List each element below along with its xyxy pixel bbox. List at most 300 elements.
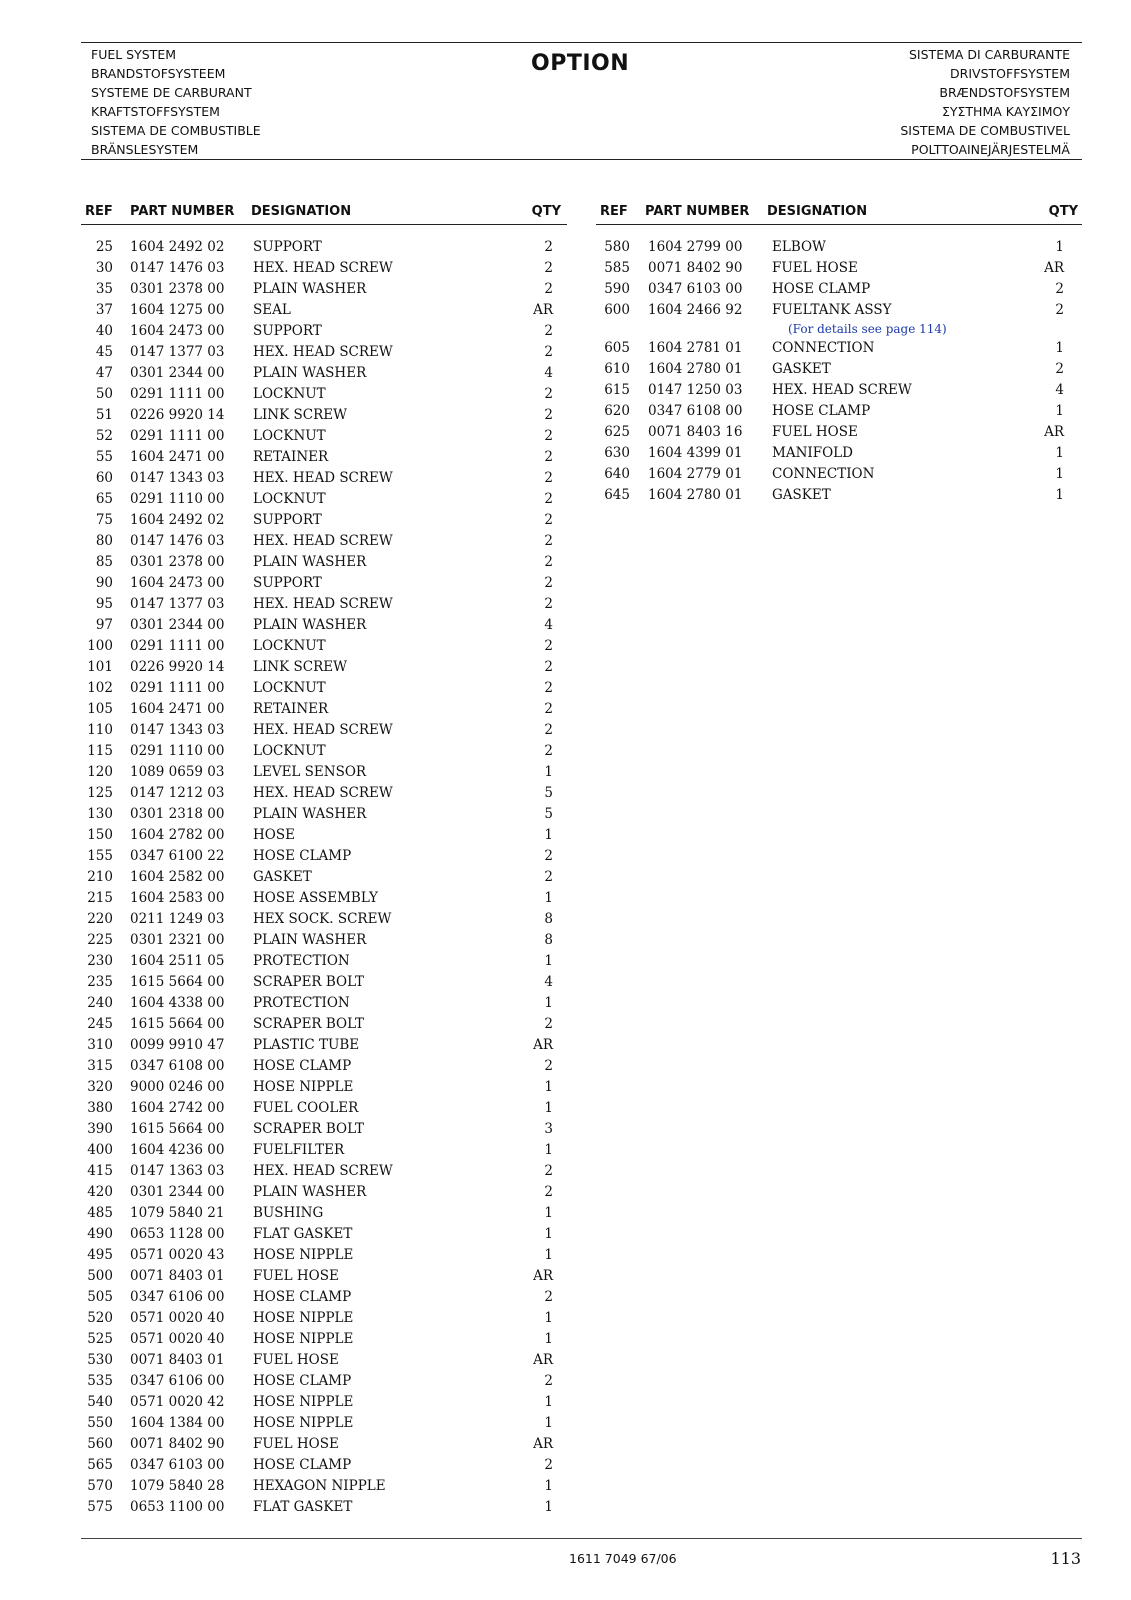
part-number-cell: 0571 0020 40 bbox=[130, 1310, 225, 1326]
designation-cell: PLAIN WASHER bbox=[253, 806, 367, 822]
table-row bbox=[596, 401, 1082, 422]
part-number-cell: 1604 4399 01 bbox=[648, 445, 743, 461]
table-row bbox=[81, 321, 567, 342]
part-number-cell: 0301 2378 00 bbox=[130, 281, 225, 297]
qty-cell: AR bbox=[533, 1268, 553, 1284]
qty-cell: 2 bbox=[544, 1373, 553, 1389]
qty-cell: 1 bbox=[544, 1331, 553, 1347]
designation-cell: HEX. HEAD SCREW bbox=[772, 382, 912, 398]
qty-cell: 2 bbox=[544, 659, 553, 675]
part-number-cell: 0147 1343 03 bbox=[130, 470, 225, 486]
designation-cell: SCRAPER BOLT bbox=[253, 1121, 364, 1137]
designation-cell: CONNECTION bbox=[772, 340, 875, 356]
table-row bbox=[596, 443, 1082, 464]
designation-cell: LINK SCREW bbox=[253, 659, 347, 675]
qty-cell: 4 bbox=[544, 365, 553, 381]
ref-cell: 310 bbox=[87, 1037, 113, 1053]
part-number-cell: 1604 2782 00 bbox=[130, 827, 225, 843]
designation-cell: HOSE CLAMP bbox=[253, 1457, 352, 1473]
ref-cell: 155 bbox=[87, 848, 113, 864]
qty-cell: 1 bbox=[1055, 239, 1064, 255]
ref-cell: 125 bbox=[87, 785, 113, 801]
table-row bbox=[81, 1224, 567, 1245]
part-number-cell: 0071 8403 01 bbox=[130, 1352, 225, 1368]
table-row bbox=[81, 1350, 567, 1371]
ref-cell: 570 bbox=[87, 1478, 113, 1494]
part-number-cell: 0347 6108 00 bbox=[648, 403, 743, 419]
ref-cell: 610 bbox=[604, 361, 630, 377]
qty-cell: 2 bbox=[544, 1016, 553, 1032]
ref-cell: 535 bbox=[87, 1373, 113, 1389]
qty-cell: 2 bbox=[544, 1163, 553, 1179]
col-ref-header: REF bbox=[600, 204, 628, 219]
designation-cell: HOSE CLAMP bbox=[772, 403, 871, 419]
ref-cell: 47 bbox=[95, 365, 113, 381]
ref-cell: 225 bbox=[87, 932, 113, 948]
part-number-cell: 0099 9910 47 bbox=[130, 1037, 225, 1053]
qty-cell: 8 bbox=[544, 911, 553, 927]
designation-cell: RETAINER bbox=[253, 449, 329, 465]
part-number-cell: 0291 1110 00 bbox=[130, 743, 225, 759]
designation-cell: HOSE NIPPLE bbox=[253, 1079, 354, 1095]
designation-cell: HEX. HEAD SCREW bbox=[253, 722, 393, 738]
ref-cell: 52 bbox=[95, 428, 113, 444]
part-number-cell: 0147 1377 03 bbox=[130, 596, 225, 612]
qty-cell: AR bbox=[533, 1037, 553, 1053]
part-number-cell: 0347 6108 00 bbox=[130, 1058, 225, 1074]
page-header bbox=[81, 42, 1082, 160]
part-number-cell: 0301 2318 00 bbox=[130, 806, 225, 822]
qty-cell: 2 bbox=[1055, 281, 1064, 297]
table-row bbox=[81, 1182, 567, 1203]
ref-cell: 35 bbox=[95, 281, 113, 297]
part-number-cell: 1604 2492 02 bbox=[130, 239, 225, 255]
qty-cell: 4 bbox=[544, 617, 553, 633]
part-number-cell: 0226 9920 14 bbox=[130, 407, 225, 423]
part-number-cell: 0301 2344 00 bbox=[130, 1184, 225, 1200]
part-number-cell: 1615 5664 00 bbox=[130, 1016, 225, 1032]
header-language-label: POLTTOAINEJÄRJESTELMÄ bbox=[911, 142, 1070, 157]
ref-cell: 585 bbox=[604, 260, 630, 276]
header-languages-right bbox=[900, 45, 1070, 159]
table-row bbox=[596, 359, 1082, 380]
col-designation-header: DESIGNATION bbox=[251, 204, 352, 219]
ref-cell: 60 bbox=[95, 470, 113, 486]
designation-cell: FUEL HOSE bbox=[772, 424, 858, 440]
designation-cell: HOSE CLAMP bbox=[253, 1289, 352, 1305]
designation-cell: PLAIN WASHER bbox=[253, 932, 367, 948]
parts-table-right bbox=[596, 203, 1082, 506]
part-number-cell: 1089 0659 03 bbox=[130, 764, 225, 780]
part-number-cell: 1604 2799 00 bbox=[648, 239, 743, 255]
part-number-cell: 1604 4236 00 bbox=[130, 1142, 225, 1158]
table-row bbox=[81, 783, 567, 804]
qty-cell: 2 bbox=[544, 596, 553, 612]
table-row bbox=[81, 552, 567, 573]
designation-cell: LOCKNUT bbox=[253, 680, 326, 696]
table-row bbox=[81, 951, 567, 972]
table-row bbox=[596, 237, 1082, 258]
ref-cell: 150 bbox=[87, 827, 113, 843]
ref-cell: 390 bbox=[87, 1121, 113, 1137]
designation-cell: LOCKNUT bbox=[253, 428, 326, 444]
designation-cell: HOSE ASSEMBLY bbox=[253, 890, 378, 906]
ref-cell: 95 bbox=[95, 596, 113, 612]
designation-cell: FLAT GASKET bbox=[253, 1226, 353, 1242]
ref-cell: 490 bbox=[87, 1226, 113, 1242]
designation-cell: GASKET bbox=[772, 361, 831, 377]
table-row bbox=[81, 804, 567, 825]
designation-cell: LINK SCREW bbox=[253, 407, 347, 423]
table-row bbox=[81, 1455, 567, 1476]
ref-cell: 520 bbox=[87, 1310, 113, 1326]
designation-cell: SUPPORT bbox=[253, 239, 322, 255]
table-row bbox=[81, 1056, 567, 1077]
table-row bbox=[81, 762, 567, 783]
qty-cell: 2 bbox=[544, 239, 553, 255]
ref-cell: 50 bbox=[95, 386, 113, 402]
ref-cell: 51 bbox=[95, 407, 113, 423]
table-row bbox=[596, 422, 1082, 443]
ref-cell: 505 bbox=[87, 1289, 113, 1305]
table-row bbox=[81, 636, 567, 657]
table-row bbox=[81, 720, 567, 741]
table-row bbox=[81, 930, 567, 951]
part-number-cell: 0071 8403 16 bbox=[648, 424, 743, 440]
part-number-cell: 0301 2321 00 bbox=[130, 932, 225, 948]
qty-cell: 1 bbox=[544, 1247, 553, 1263]
table-row bbox=[81, 1014, 567, 1035]
col-ref-header: REF bbox=[85, 204, 113, 219]
designation-cell: FLAT GASKET bbox=[253, 1499, 353, 1515]
part-number-cell: 1604 2780 01 bbox=[648, 361, 743, 377]
part-number-cell: 1604 2583 00 bbox=[130, 890, 225, 906]
part-number-cell: 0301 2344 00 bbox=[130, 617, 225, 633]
designation-cell: FUEL COOLER bbox=[253, 1100, 359, 1116]
qty-cell: 2 bbox=[544, 512, 553, 528]
designation-cell: FUEL HOSE bbox=[253, 1268, 339, 1284]
part-number-cell: 1604 2781 01 bbox=[648, 340, 743, 356]
designation-cell: SUPPORT bbox=[253, 575, 322, 591]
part-number-cell: 1604 2492 02 bbox=[130, 512, 225, 528]
designation-cell: PROTECTION bbox=[253, 953, 350, 969]
part-number-cell: 1604 2473 00 bbox=[130, 323, 225, 339]
designation-cell: PLASTIC TUBE bbox=[253, 1037, 360, 1053]
table-row bbox=[81, 363, 567, 384]
qty-cell: 1 bbox=[544, 1415, 553, 1431]
parts-table-left bbox=[81, 203, 567, 1518]
part-number-cell: 0653 1128 00 bbox=[130, 1226, 225, 1242]
table-row bbox=[81, 615, 567, 636]
table-row bbox=[81, 657, 567, 678]
qty-cell: 2 bbox=[544, 428, 553, 444]
qty-cell: 2 bbox=[544, 638, 553, 654]
ref-cell: 420 bbox=[87, 1184, 113, 1200]
ref-cell: 101 bbox=[87, 659, 113, 675]
ref-cell: 102 bbox=[87, 680, 113, 696]
qty-cell: 2 bbox=[544, 848, 553, 864]
designation-cell: BUSHING bbox=[253, 1205, 324, 1221]
ref-cell: 605 bbox=[604, 340, 630, 356]
table-row bbox=[81, 1098, 567, 1119]
part-number-cell: 0347 6106 00 bbox=[130, 1289, 225, 1305]
ref-cell: 485 bbox=[87, 1205, 113, 1221]
qty-cell: 2 bbox=[1055, 302, 1064, 318]
table-row bbox=[81, 1413, 567, 1434]
part-number-cell: 0571 0020 43 bbox=[130, 1247, 225, 1263]
part-number-cell: 1604 2582 00 bbox=[130, 869, 225, 885]
ref-cell: 560 bbox=[87, 1436, 113, 1452]
ref-cell: 210 bbox=[87, 869, 113, 885]
qty-cell: 1 bbox=[544, 1205, 553, 1221]
ref-cell: 115 bbox=[87, 743, 113, 759]
designation-cell: ELBOW bbox=[772, 239, 826, 255]
ref-cell: 540 bbox=[87, 1394, 113, 1410]
ref-cell: 90 bbox=[95, 575, 113, 591]
part-number-cell: 1604 2779 01 bbox=[648, 466, 743, 482]
part-number-cell: 1604 2466 92 bbox=[648, 302, 743, 318]
col-qty-header: QTY bbox=[1048, 204, 1078, 219]
qty-cell: 2 bbox=[544, 701, 553, 717]
table-row bbox=[81, 258, 567, 279]
header-language-label: ΣΥΣΤΗΜΑ ΚΑΥΣΙΜΟΥ bbox=[941, 104, 1070, 119]
table-row bbox=[81, 573, 567, 594]
qty-cell: AR bbox=[1044, 424, 1064, 440]
ref-cell: 40 bbox=[95, 323, 113, 339]
header-languages-left bbox=[91, 45, 261, 159]
part-number-cell: 1604 2511 05 bbox=[130, 953, 225, 969]
qty-cell: 2 bbox=[544, 344, 553, 360]
table-row bbox=[596, 300, 1082, 321]
part-number-cell: 1615 5664 00 bbox=[130, 1121, 225, 1137]
table-row bbox=[596, 338, 1082, 359]
qty-cell: 1 bbox=[544, 1142, 553, 1158]
qty-cell: 1 bbox=[544, 1310, 553, 1326]
ref-cell: 590 bbox=[604, 281, 630, 297]
table-row bbox=[81, 1119, 567, 1140]
designation-cell: HEX. HEAD SCREW bbox=[253, 785, 393, 801]
part-number-cell: 0226 9920 14 bbox=[130, 659, 225, 675]
table-row bbox=[596, 279, 1082, 300]
table-row bbox=[81, 846, 567, 867]
designation-cell: HEXAGON NIPPLE bbox=[253, 1478, 386, 1494]
qty-cell: 8 bbox=[544, 932, 553, 948]
table-row bbox=[81, 531, 567, 552]
qty-cell: 2 bbox=[544, 323, 553, 339]
part-number-cell: 0347 6106 00 bbox=[130, 1373, 225, 1389]
qty-cell: 2 bbox=[544, 1058, 553, 1074]
table-row bbox=[81, 237, 567, 258]
designation-cell: PROTECTION bbox=[253, 995, 350, 1011]
table-row bbox=[81, 1140, 567, 1161]
qty-cell: 2 bbox=[544, 533, 553, 549]
ref-cell: 315 bbox=[87, 1058, 113, 1074]
table-row bbox=[81, 1329, 567, 1350]
designation-cell: CONNECTION bbox=[772, 466, 875, 482]
header-language-label: SISTEMA DI CARBURANTE bbox=[909, 47, 1070, 62]
qty-cell: 1 bbox=[544, 827, 553, 843]
qty-cell: 2 bbox=[544, 1184, 553, 1200]
table-row bbox=[81, 447, 567, 468]
qty-cell: 3 bbox=[544, 1121, 553, 1137]
part-number-cell: 0071 8403 01 bbox=[130, 1268, 225, 1284]
part-number-cell: 0347 6100 22 bbox=[130, 848, 225, 864]
designation-cell: HEX. HEAD SCREW bbox=[253, 596, 393, 612]
designation-cell: HEX. HEAD SCREW bbox=[253, 260, 393, 276]
ref-cell: 220 bbox=[87, 911, 113, 927]
table-row bbox=[81, 279, 567, 300]
ref-cell: 85 bbox=[95, 554, 113, 570]
header-language-label: BRÆNDSTOFSYSTEM bbox=[939, 85, 1070, 100]
ref-cell: 37 bbox=[95, 302, 113, 318]
ref-cell: 240 bbox=[87, 995, 113, 1011]
ref-cell: 525 bbox=[87, 1331, 113, 1347]
qty-cell: 2 bbox=[544, 743, 553, 759]
table-row bbox=[81, 678, 567, 699]
designation-cell: SEAL bbox=[253, 302, 291, 318]
part-number-cell: 0147 1250 03 bbox=[648, 382, 743, 398]
qty-cell: 5 bbox=[544, 806, 553, 822]
col-designation-header: DESIGNATION bbox=[767, 204, 868, 219]
designation-cell: PLAIN WASHER bbox=[253, 365, 367, 381]
ref-cell: 65 bbox=[95, 491, 113, 507]
qty-cell: 2 bbox=[544, 575, 553, 591]
part-number-cell: 1604 2473 00 bbox=[130, 575, 225, 591]
part-number-cell: 0291 1111 00 bbox=[130, 386, 225, 402]
table-row bbox=[81, 1287, 567, 1308]
part-number-cell: 0147 1476 03 bbox=[130, 533, 225, 549]
table-row bbox=[81, 1371, 567, 1392]
part-number-cell: 1604 2742 00 bbox=[130, 1100, 225, 1116]
qty-cell: 2 bbox=[544, 260, 553, 276]
ref-cell: 130 bbox=[87, 806, 113, 822]
table-body-left bbox=[81, 237, 567, 1518]
part-number-cell: 0211 1249 03 bbox=[130, 911, 225, 927]
part-number-cell: 1604 2471 00 bbox=[130, 449, 225, 465]
header-language-label: SYSTEME DE CARBURANT bbox=[91, 85, 252, 100]
part-number-cell: 0347 6103 00 bbox=[130, 1457, 225, 1473]
table-row bbox=[81, 1266, 567, 1287]
designation-cell: HOSE CLAMP bbox=[253, 848, 352, 864]
part-number-cell: 0291 1111 00 bbox=[130, 638, 225, 654]
col-part-number-header: PART NUMBER bbox=[645, 204, 750, 219]
part-number-cell: 0347 6103 00 bbox=[648, 281, 743, 297]
designation-cell: HEX. HEAD SCREW bbox=[253, 470, 393, 486]
ref-cell: 25 bbox=[95, 239, 113, 255]
table-row bbox=[596, 464, 1082, 485]
designation-cell: MANIFOLD bbox=[772, 445, 853, 461]
table-row bbox=[596, 258, 1082, 279]
table-row bbox=[81, 1497, 567, 1518]
designation-cell: SCRAPER BOLT bbox=[253, 974, 364, 990]
designation-cell: HOSE CLAMP bbox=[772, 281, 871, 297]
header-language-label: FUEL SYSTEM bbox=[91, 47, 176, 62]
designation-cell: LOCKNUT bbox=[253, 743, 326, 759]
table-row bbox=[81, 1476, 567, 1497]
designation-cell: HEX. HEAD SCREW bbox=[253, 344, 393, 360]
table-row bbox=[81, 741, 567, 762]
qty-cell: 2 bbox=[544, 470, 553, 486]
ref-cell: 625 bbox=[604, 424, 630, 440]
header-language-label: KRAFTSTOFFSYSTEM bbox=[91, 104, 220, 119]
table-row bbox=[81, 1308, 567, 1329]
table-row bbox=[81, 888, 567, 909]
ref-cell: 400 bbox=[87, 1142, 113, 1158]
table-row bbox=[81, 510, 567, 531]
part-number-cell: 0147 1363 03 bbox=[130, 1163, 225, 1179]
part-number-cell: 0291 1110 00 bbox=[130, 491, 225, 507]
ref-cell: 80 bbox=[95, 533, 113, 549]
ref-cell: 215 bbox=[87, 890, 113, 906]
part-number-cell: 0147 1476 03 bbox=[130, 260, 225, 276]
part-number-cell: 0071 8402 90 bbox=[130, 1436, 225, 1452]
ref-cell: 530 bbox=[87, 1352, 113, 1368]
qty-cell: 5 bbox=[544, 785, 553, 801]
designation-cell: HOSE NIPPLE bbox=[253, 1394, 354, 1410]
ref-cell: 495 bbox=[87, 1247, 113, 1263]
qty-cell: 1 bbox=[544, 1226, 553, 1242]
table-row bbox=[81, 993, 567, 1014]
table-row bbox=[81, 405, 567, 426]
table-row bbox=[81, 1077, 567, 1098]
designation-cell: HOSE NIPPLE bbox=[253, 1331, 354, 1347]
qty-cell: 1 bbox=[1055, 340, 1064, 356]
col-part-number-header: PART NUMBER bbox=[130, 204, 235, 219]
ref-cell: 55 bbox=[95, 449, 113, 465]
part-number-cell: 1079 5840 21 bbox=[130, 1205, 225, 1221]
table-row bbox=[81, 384, 567, 405]
table-row bbox=[81, 468, 567, 489]
designation-cell: HOSE NIPPLE bbox=[253, 1247, 354, 1263]
table-row bbox=[81, 426, 567, 447]
part-number-cell: 0147 1212 03 bbox=[130, 785, 225, 801]
part-number-cell: 0147 1377 03 bbox=[130, 344, 225, 360]
designation-cell: LOCKNUT bbox=[253, 638, 326, 654]
qty-cell: 1 bbox=[544, 953, 553, 969]
designation-cell: GASKET bbox=[772, 487, 831, 503]
part-number-cell: 0291 1111 00 bbox=[130, 428, 225, 444]
designation-cell: HOSE CLAMP bbox=[253, 1058, 352, 1074]
table-row bbox=[81, 489, 567, 510]
designation-cell: FUEL HOSE bbox=[772, 260, 858, 276]
header-language-label: SISTEMA DE COMBUSTIBLE bbox=[91, 123, 261, 138]
qty-cell: 1 bbox=[544, 995, 553, 1011]
qty-cell: 1 bbox=[544, 890, 553, 906]
table-row bbox=[596, 380, 1082, 401]
part-number-cell: 0571 0020 40 bbox=[130, 1331, 225, 1347]
ref-cell: 580 bbox=[604, 239, 630, 255]
qty-cell: 4 bbox=[544, 974, 553, 990]
qty-cell: 2 bbox=[544, 449, 553, 465]
ref-cell: 645 bbox=[604, 487, 630, 503]
table-row bbox=[81, 825, 567, 846]
footer-divider bbox=[81, 1538, 1082, 1539]
table-row bbox=[81, 909, 567, 930]
table-row bbox=[81, 1245, 567, 1266]
qty-cell: 1 bbox=[544, 1394, 553, 1410]
table-row bbox=[81, 867, 567, 888]
part-number-cell: 1604 2471 00 bbox=[130, 701, 225, 717]
designation-cell: FUEL HOSE bbox=[253, 1436, 339, 1452]
qty-cell: 1 bbox=[544, 1079, 553, 1095]
qty-cell: 2 bbox=[544, 869, 553, 885]
part-number-cell: 1079 5840 28 bbox=[130, 1478, 225, 1494]
part-number-cell: 0147 1343 03 bbox=[130, 722, 225, 738]
table-row bbox=[596, 485, 1082, 506]
qty-cell: 1 bbox=[1055, 403, 1064, 419]
qty-cell: 1 bbox=[544, 1478, 553, 1494]
ref-cell: 230 bbox=[87, 953, 113, 969]
